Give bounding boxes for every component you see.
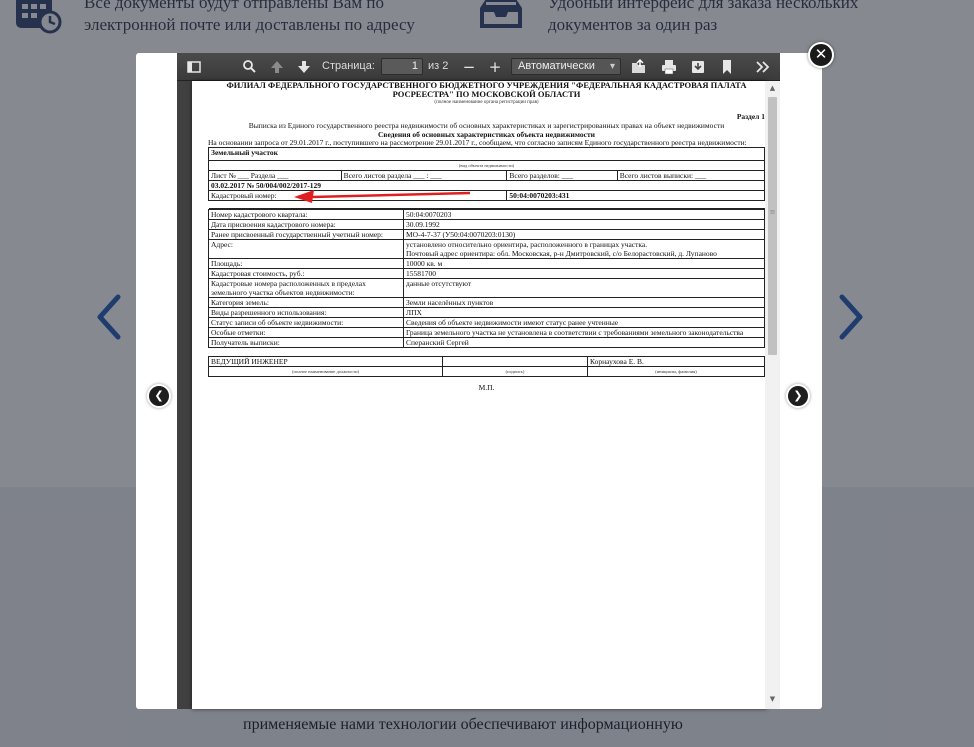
date-number: 03.02.2017 № 50/004/002/2017-129 [209,181,765,191]
row-value [404,210,765,220]
row-value-text: Сперанский Сергей [406,338,469,347]
row-value-text: установлено относительно ориентира, расположенного в границах участка. [406,240,648,249]
table-row [209,298,765,308]
pdf-page [192,81,767,709]
table-row [209,210,765,220]
sidebar-toggle-icon[interactable] [185,58,203,76]
print-icon[interactable] [660,58,678,76]
row-value-text: данные отсутствуют [406,279,472,288]
sheet-no: Лист № ___ Раздела ___ [209,171,342,181]
row-value-text: Земли населённых пунктов [406,298,494,307]
signature-cell [443,357,588,367]
row-value-text: 50:04:0070203 [406,210,452,219]
org-name: ФИЛИАЛ ФЕДЕРАЛЬНОГО ГОСУДАРСТВЕННОГО БЮДЖЕТНОГО УЧРЕЖДЕНИЯ "ФЕДЕРАЛЬНАЯ КАДАСТРОВАЯ ПАЛАТА РОСРЕЕСТРА" ПО МОСКОВСКОЙ ОБЛАСТИ [226,81,747,99]
row-value [404,308,765,318]
pdf-viewer [177,53,780,709]
stamp-mark: М.П. [478,383,495,392]
total-sheets-section: Всего листов раздела ___ : ___ [341,171,507,181]
basis-text: На основании запроса от 29.01.2017 г., поступившего на рассмотрение 29.01.2017 г., сообщаем, что согласно записям Единого государственного реестра недвижимости: [208,138,747,147]
object-type: Земельный участок [209,148,765,161]
extract-document [208,81,765,392]
table-row [209,279,765,298]
row-value-text: Граница земельного участка не установлена в соответствии с требованиями земельного законодательства [406,328,744,337]
row-value-text: МО-4-7-37 (У50:04:0070203:0130) [406,230,516,239]
sig-caption-position: (полное наименование должности) [209,367,443,377]
gallery-prev-arrow-icon[interactable] [92,292,126,342]
tools-menu-icon[interactable] [754,58,772,76]
row-label: Виды разрешенного использования: [209,308,404,318]
background-bottom-text: применяемые нами технологии обеспечивают информационную [243,716,683,733]
cadastral-value: 50:04:0070203:431 [507,191,765,201]
open-file-icon[interactable] [630,58,648,76]
annotation-arrow-icon [292,185,472,205]
table-row [209,328,765,338]
table-row [209,240,765,259]
row-label: Адрес: [209,240,404,259]
object-caption: (вид объекта недвижимости) [209,161,765,171]
table-row [209,230,765,240]
row-label: Ранее присвоенный государственный учетный номер: [209,230,404,240]
table-row [209,269,765,279]
row-label: Площадь: [209,259,404,269]
sig-caption-name: (инициалы, фамилия) [588,367,765,377]
next-page-icon[interactable] [295,58,313,76]
table-row [209,308,765,318]
extract-line: Выписка из Единого государственного реестра недвижимости об основных характеристиках и зарегистрированных правах на объект недвижимости [248,121,725,130]
row-value [404,240,765,259]
scroll-thumb[interactable] [768,97,777,355]
row-value-text: 15581700 [406,269,436,278]
zoom-in-button[interactable]: + [488,58,502,76]
total-sections: Всего разделов: ___ [507,171,617,181]
previous-page-icon[interactable] [268,58,286,76]
org-caption: (полное наименование органа регистрации прав) [434,100,539,105]
download-icon[interactable] [689,58,707,76]
row-value-text: 10000 кв. м [406,259,443,268]
row-value [404,338,765,348]
row-label: Категория земель: [209,298,404,308]
row-label: Дата присвоения кадастрового номера: [209,220,404,230]
row-value-text: Сведения об объекте недвижимости имеют статус ранее учтенные [406,318,619,327]
row-value [404,279,765,298]
row-value [404,259,765,269]
row-label: Кадастровые номера расположенных в пределах земельного участка объектов недвижимости: [209,279,404,298]
scroll-grip-icon: ≡ [769,208,776,216]
bookmark-icon[interactable] [718,58,736,76]
scroll-up-icon[interactable]: ▲ [769,84,776,92]
scroll-down-icon[interactable]: ▼ [769,695,776,703]
row-value [404,298,765,308]
row-value [404,220,765,230]
row-value-text-2: Почтовый адрес ориентира: обл. Московская, р-н Дмитровский, с/о Белорастовский, д. Лупаново [406,249,717,258]
pdf-scrollbar[interactable] [765,81,780,709]
row-value [404,328,765,338]
pdf-toolbar [177,53,780,81]
zoom-select[interactable]: Автоматически ▾ [511,58,621,75]
lightbox-close-button[interactable]: ✕ [808,42,834,68]
cadastral-label: Кадастровый номер: [209,191,507,201]
row-value-text: ЛПХ [406,308,422,317]
section-label: Раздел 1 [736,112,765,121]
extract-title: Сведения об основных характеристиках объекта недвижимости [378,130,595,139]
signer-name: Корнаухова Е. В. [588,357,765,367]
row-value [404,318,765,328]
table-row [209,220,765,230]
search-icon[interactable] [240,58,258,76]
row-label: Получатель выписки: [209,338,404,348]
gallery-next-arrow-icon[interactable] [834,292,868,342]
table-row [209,259,765,269]
row-label: Номер кадастрового квартала: [209,210,404,220]
page-label: Страница: [322,60,375,72]
row-value [404,269,765,279]
row-value-text: 30.09.1992 [406,220,440,229]
row-value [404,230,765,240]
signer-position: ВЕДУЩИЙ ИНЖЕНЕР [209,357,443,367]
lightbox-next-button[interactable]: ❯ [786,384,810,408]
table-row [209,338,765,348]
row-label: Особые отметки: [209,328,404,338]
row-label: Статус записи об объекте недвижимости: [209,318,404,328]
page-total: из 2 [428,60,449,72]
table-row [209,318,765,328]
lightbox-prev-button[interactable]: ❮ [147,384,171,408]
page-number-input[interactable]: 1 [381,58,423,75]
sig-caption-signature: (подпись) [443,367,588,377]
row-label: Кадастровая стоимость, руб.: [209,269,404,279]
signature-table [208,356,765,377]
characteristics-table [208,209,765,348]
total-sheets: Всего листов выписки: ___ [617,171,764,181]
zoom-out-button[interactable]: − [462,58,476,76]
